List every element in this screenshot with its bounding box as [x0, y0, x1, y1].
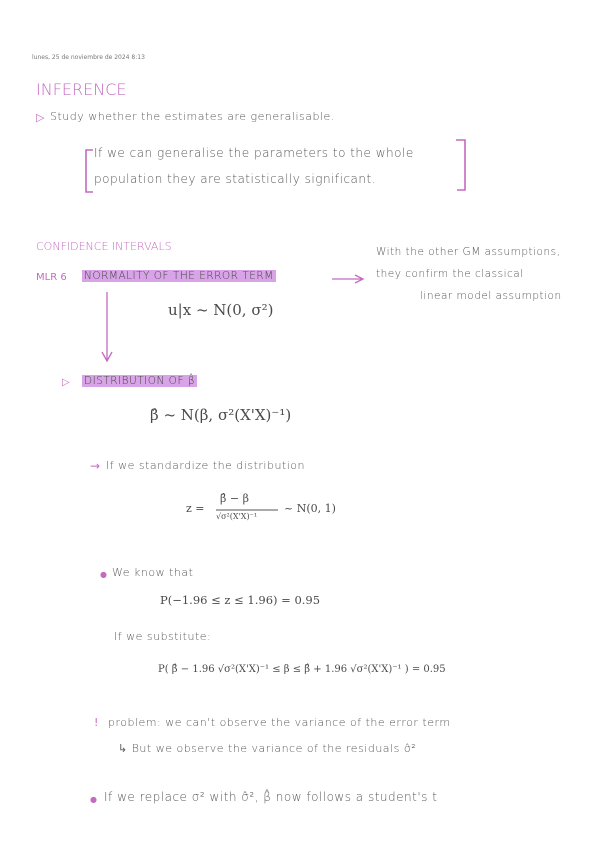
z-rhs: ~ N(0, 1): [284, 502, 336, 515]
mlr6-title-text: NORMALITY OF THE ERROR TERM: [84, 270, 274, 282]
probability-1: P(−1.96 ≤ z ≤ 1.96) = 0.95: [160, 593, 321, 607]
bracket-right: [456, 140, 465, 190]
box-line-2: population they are statistically significant.: [94, 172, 377, 186]
replace-bullet: ●: [90, 795, 97, 804]
mlr6-label: MLR 6: [36, 272, 67, 283]
problem-text: problem: we can't observe the variance of the error term: [108, 716, 451, 729]
know-text: We know that: [112, 566, 194, 579]
side-note-line-3: linear model assumption: [420, 290, 562, 302]
replace-text: If we replace σ² with σ̂², β̂ now follows a student's t: [104, 790, 438, 804]
but-text: ↳ But we observe the variance of the residuals σ̂²: [118, 742, 417, 755]
standardize-arrow: →: [90, 459, 101, 473]
dist-title: [82, 375, 197, 387]
section-heading-ci: CONFIDENCE INTERVALS: [36, 240, 172, 253]
probability-2: P( β̂ − 1.96 √σ²(X'X)⁻¹ ≤ β ≤ β̂ + 1.96 √σ²(X'X)⁻¹ ) = 0.95: [158, 664, 446, 675]
box-line-1: If we can generalise the parameters to the whole: [94, 146, 414, 160]
standardize-text: If we standardize the distribution: [106, 459, 305, 472]
dist-title-text: DISTRIBUTION OF β̂: [84, 375, 196, 387]
intro-bullet: ▷: [36, 111, 45, 124]
error-distribution: u|x ~ N(0, σ²): [168, 301, 274, 319]
dist-bullet: ▷: [62, 377, 70, 388]
z-numerator: β̂ − β: [220, 492, 249, 505]
side-note-line-1: With the other GM assumptions,: [376, 246, 561, 258]
arrow-right: [332, 275, 363, 283]
page-title: INFERENCE: [36, 80, 127, 99]
intro-text: Study whether the estimates are generalisable.: [50, 110, 335, 123]
problem-mark: !: [94, 716, 99, 729]
beta-distribution: β̂ ~ N(β, σ²(X'X)⁻¹): [150, 406, 292, 424]
arrow-down: [102, 292, 112, 361]
z-lhs: z =: [186, 502, 205, 515]
substitute-text: If we substitute:: [114, 630, 212, 643]
know-bullet: ●: [100, 570, 107, 579]
z-denominator: √σ²(X'X)⁻¹: [216, 512, 258, 521]
mlr6-title: [82, 270, 276, 282]
bracket-left: [86, 150, 93, 192]
date-stamp: lunes, 25 de noviembre de 2024 8:13: [32, 54, 145, 61]
side-note-line-2: they confirm the classical: [376, 268, 524, 280]
